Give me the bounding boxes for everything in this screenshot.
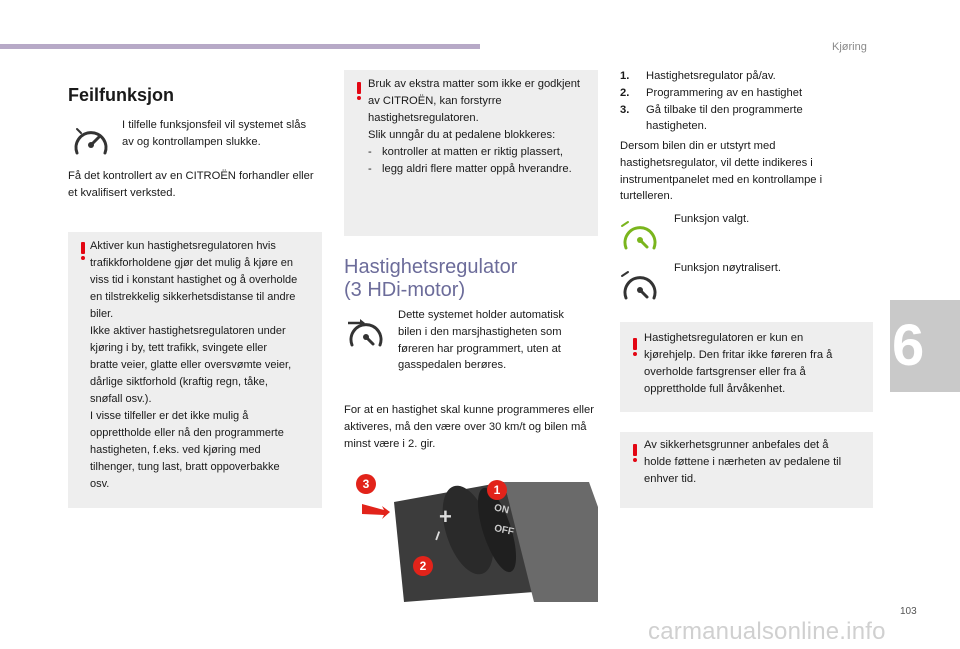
indicator-paragraph: Dersom bilen din er utstyrt med hastighetsregulator, vil dette indikeres i instrumentpanelet med en kontrollampe i turtelleren. <box>620 140 823 203</box>
cruise-paragraph: For at en hastighet skal kunne programmeres eller aktiveres, må den være over 30 km/t og bilen må minst være i 2. gir. <box>344 404 594 450</box>
off-label: OFF <box>493 523 515 538</box>
list-item <box>620 68 860 85</box>
warning-intro: Bruk av ekstra matter som ikke er godkjent av CITROËN, kan forstyrre hastighetsregulatoren. <box>368 78 581 124</box>
warning-line: en tilstrekkelig sikkerhetsdistanse til andre <box>90 291 296 303</box>
speedometer-warning-icon <box>72 123 110 161</box>
function-selected-label: Funksjon valgt. <box>674 213 750 225</box>
warning-text-feet: Av sikkerhetsgrunner anbefales det å holde føttene i nærheten av pedalene til enhver tid. <box>644 439 842 485</box>
list-item: - legg aldri flere matter oppå hverandre. <box>368 161 594 178</box>
minus-symbol: – <box>425 527 448 544</box>
header-accent-bar <box>0 44 480 49</box>
warning-box-feet <box>620 432 873 508</box>
callout-2: 2 <box>413 556 433 576</box>
warning-box-activation <box>68 232 322 508</box>
warning-line: hastigheten, f.eks. ved kjøring med <box>90 444 261 456</box>
list-text: Programmering av en hastighet <box>646 86 803 99</box>
warning-line: biler. <box>90 308 114 320</box>
numbered-list <box>620 68 860 135</box>
warning-line: Aktiver kun hastighetsregulatoren hvis <box>90 240 276 252</box>
list-item-text: legg aldri flere matter oppå hverandre. <box>382 163 572 175</box>
warning-line: snøfall osv.). <box>90 393 152 405</box>
list-item-text: kontroller at matten er riktig plassert, <box>382 146 563 158</box>
warning-text-driving-aid: Hastighetsregulatoren er kun en kjørehjelp. Den fritar ikke føreren fra å overholde fartsgrenser eller fra å opprettholde full årvåkenhet. <box>644 332 833 395</box>
warning-line: tilhenger, tung last, bratt oppoverbakke <box>90 461 280 473</box>
warning-line: I visse tilfeller er det ikke mulig å <box>90 410 249 422</box>
list-number: 2. <box>620 86 630 99</box>
list-text: Gå tilbake til den programmerte hastigheten. <box>646 103 803 133</box>
cruise-control-stalk-image <box>344 462 598 602</box>
warning-box-mats <box>344 70 598 236</box>
warning-subtitle: Slik unngår du at pedalene blokkeres: <box>368 129 556 141</box>
heading-line-2: (3 HDi-motor) <box>344 279 466 301</box>
warning-line: opprettholde eller nå den programmerte <box>90 427 284 439</box>
warning-text-mats <box>368 76 594 178</box>
on-label: ON <box>493 502 510 517</box>
warning-line: viss tid i konstant hastighet og å overholde <box>90 274 298 286</box>
malfunction-icon-text: I tilfelle funksjonsfeil vil systemet slås av og kontrollampen slukke. <box>122 119 307 148</box>
speedometer-gray-icon <box>620 268 660 304</box>
warning-list <box>368 144 594 178</box>
section-label: Kjøring <box>832 41 867 53</box>
plus-symbol: + <box>439 504 452 529</box>
list-number: 3. <box>620 103 630 116</box>
page-number: 103 <box>900 606 917 617</box>
list-item <box>620 102 860 136</box>
callout-3: 3 <box>356 474 376 494</box>
warning-text-activation <box>90 238 322 493</box>
cruise-icon-text: Dette systemet holder automatisk bilen i den marsjhastigheten som føreren har programmert, uten at gasspedalen berøres. <box>398 309 565 372</box>
callout-1: 1 <box>487 480 507 500</box>
warning-icon <box>630 338 640 356</box>
warning-line: bratte veier, glatte eller oversvømte veier, <box>90 359 292 371</box>
heading-line-1: Hastighetsregulator <box>344 256 518 278</box>
warning-icon <box>78 242 88 260</box>
speedometer-arrow-icon <box>346 313 386 353</box>
watermark: carmanualsonline.info <box>648 618 886 645</box>
warning-line: kjøring i by, tett trafikk, svingete eller <box>90 342 268 354</box>
function-neutral-label: Funksjon nøytralisert. <box>674 262 781 274</box>
warning-icon <box>354 82 364 100</box>
malfunction-paragraph: Få det kontrollert av en CITROËN forhandler eller et kvalifisert verksted. <box>68 170 314 199</box>
speedometer-green-icon <box>620 218 660 254</box>
section-heading-cruise-control <box>344 256 517 302</box>
warning-line: osv. <box>90 478 110 490</box>
warning-icon <box>630 444 640 462</box>
list-item <box>620 85 860 102</box>
warning-line: trafikkforholdene gjør det mulig å kjøre en <box>90 257 293 269</box>
list-number: 1. <box>620 70 630 82</box>
warning-line: dårlige siktforhold (kraftig regn, tåke, <box>90 376 268 388</box>
chapter-number: 6 <box>892 313 925 378</box>
warning-box-driving-aid <box>620 322 873 412</box>
warning-line: Ikke aktiver hastighetsregulatoren under <box>90 325 286 337</box>
section-title-feilfunksjon: Feilfunksjon <box>68 85 175 105</box>
stalk-illustration <box>344 462 598 602</box>
list-item: - kontroller at matten er riktig plassert, <box>368 144 594 161</box>
list-text: Hastighetsregulator på/av. <box>646 70 776 82</box>
